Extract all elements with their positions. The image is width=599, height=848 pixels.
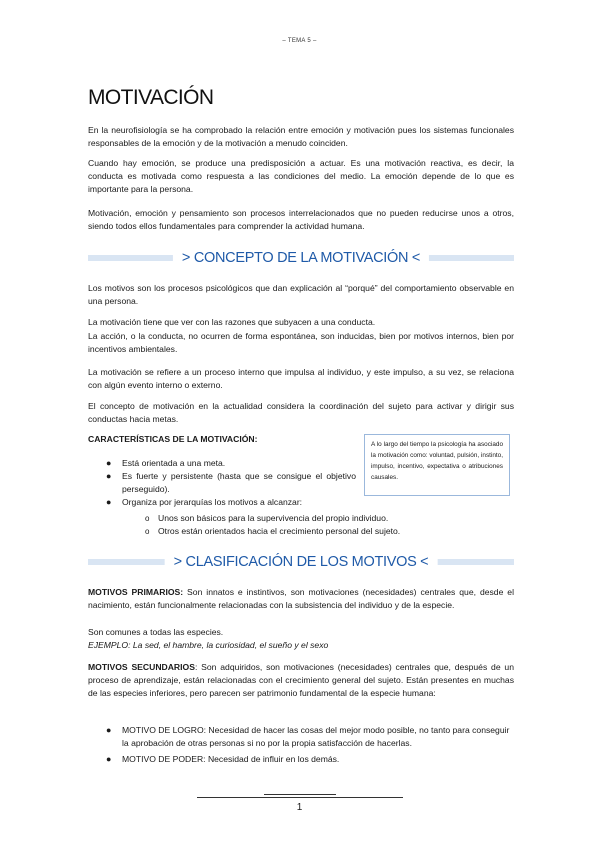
list-item: ● Está orientada a una meta. — [106, 458, 226, 468]
concept-paragraph-5: El concepto de motivación en la actualidad considera la coordinación del sujeto para activar y dirigir sus conductas hacia metas. — [88, 401, 514, 424]
secondary-motives-text: : Son adquiridos, son motivaciones (necesidades) centrales que, después de un proceso de aprendizaje, están relacionadas con el crecimiento general del sujeto. Están presentes en muchas de las especies inferiores, pero parecen ser patrimonio fundamental de la especie humana: — [88, 662, 514, 698]
circle-bullet-icon: o — [145, 527, 150, 536]
list-item: ● Es fuerte y persistente (hasta que se consigue el objetivo perseguido). — [106, 471, 356, 494]
characteristics-list — [106, 457, 356, 509]
bullet-icon: ● — [106, 497, 112, 507]
secondary-motives-label: MOTIVOS SECUNDARIOS — [88, 662, 195, 672]
section-heading-label: > CONCEPTO DE LA MOTIVACIÓN < — [173, 249, 429, 267]
hierarchy-sublist — [145, 512, 498, 538]
characteristics-title: CARACTERÍSTICAS DE LA MOTIVACIÓN: — [88, 434, 258, 444]
list-item: ● MOTIVO DE LOGRO: Necesidad de hacer las cosas del mejor modo posible, no tanto para conseguir la aprobación de otras personas si no por la propia satisfacción de hacerlas. — [106, 725, 510, 748]
secondary-motives-list — [106, 724, 514, 766]
page-number: 1 — [296, 802, 303, 813]
info-sidebox: A lo largo del tiempo la psicología ha asociado la motivación como: voluntad, pulsión, instinto, impulso, incentivo, expectativa o atribuciones causales. — [364, 434, 510, 496]
page-title: MOTIVACIÓN — [88, 86, 214, 109]
circle-bullet-icon: o — [145, 514, 150, 523]
bullet-icon: ● — [106, 725, 112, 735]
section-heading-label: > CLASIFICACIÓN DE LOS MOTIVOS < — [165, 553, 438, 571]
bullet-icon: ● — [106, 754, 112, 764]
list-item: ● MOTIVO DE PODER: Necesidad de influir en los demás. — [106, 754, 340, 764]
section-heading-concepto — [88, 249, 514, 267]
example-text: EJEMPLO: La sed, el hambre, la curiosidad, el sueño y el sexo — [88, 640, 329, 650]
list-item: o Unos son básicos para la supervivencia del propio individuo. — [145, 513, 389, 523]
list-item: ● Organiza por jerarquías los motivos a alcanzar: — [106, 497, 303, 507]
concept-paragraph-4: La motivación se refiere a un proceso interno que impulsa al individuo, y este impulso, a su vez, se relaciona con algún evento interno o externo. — [88, 367, 514, 390]
concept-paragraph-3: La acción, o la conducta, no ocurren de forma espontánea, son inducidas, bien por motivos internos, bien por incentivos ambientales. — [88, 331, 514, 354]
primary-motives-paragraph — [88, 586, 514, 612]
intro-paragraph-1: En la neurofisiología se ha comprobado la relación entre emoción y motivación pues los sistemas funcionales responsables de la emoción y de la motivación a menudo coinciden. — [88, 125, 514, 148]
footer-rule — [197, 797, 403, 798]
list-item: o Otros están orientados hacia el crecimiento personal del sujeto. — [145, 526, 401, 536]
bullet-icon: ● — [106, 458, 112, 468]
primary-motives-label: MOTIVOS PRIMARIOS: — [88, 587, 184, 597]
primary-motives-text: Son innatos e instintivos, son motivaciones (necesidades) centrales que, desde el nacimiento, están funcionalmente relacionadas con la subsistencia del individuo y de la especie. — [88, 587, 514, 610]
secondary-motives-paragraph — [88, 661, 514, 700]
intro-paragraph-3: Motivación, emoción y pensamiento son procesos interrelacionados que no pueden reducirse unos a otros, siendo todos ellos fundamentales para comprender la actividad humana. — [88, 208, 514, 231]
section-heading-clasificacion — [88, 553, 514, 571]
footer-rule-short — [264, 794, 336, 795]
intro-paragraph-2: Cuando hay emoción, se produce una predisposición a actuar. Es una motivación reactiva, es decir, la conducta es motivada como respuesta a las condiciones del medio. La emoción depende de lo que es importante para la persona. — [88, 158, 514, 194]
page-header: – TEMA 5 – — [282, 38, 317, 44]
concept-paragraph-2: La motivación tiene que ver con las razones que subyacen a una conducta. — [88, 317, 376, 327]
concept-paragraph-1: Los motivos son los procesos psicológicos que dan explicación al “porqué” del comportamiento observable en una persona. — [88, 283, 514, 306]
primary-motives-extra: Son comunes a todas las especies. — [88, 627, 224, 637]
bullet-icon: ● — [106, 471, 112, 481]
